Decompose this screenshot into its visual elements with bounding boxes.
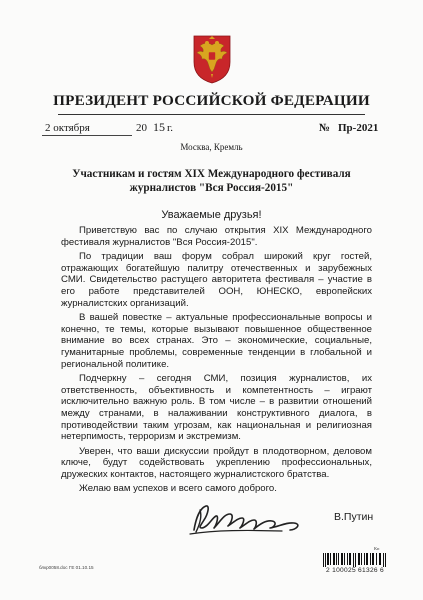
barcode-stamp: Кп xyxy=(374,546,380,551)
barcode-number: 2 100025 61326 6 xyxy=(326,567,384,574)
document-header-title: ПРЕЗИДЕНТ РОССИЙСКОЙ ФЕДЕРАЦИИ xyxy=(53,92,370,109)
letter-body xyxy=(61,225,372,498)
body-paragraph: Приветствую вас по случаю открытия XIX Международного фестиваля журналистов "Вся Россия-2015". xyxy=(61,225,372,248)
barcode-icon xyxy=(323,553,387,567)
body-paragraph: По традиции ваш форум собрал широкий круг гостей, отражающих богатейшую палитру отечественных и зарубежных СМИ. Свидетельство растущего авторитета фестиваля – участие в его работе представителей ООН, ЮНЕСКО, европейских журналистских организаций. xyxy=(61,251,372,309)
date-underline xyxy=(42,135,132,136)
handwritten-signature xyxy=(186,500,326,544)
file-reference: блкр0058.doc ГЕ 01.10.15 xyxy=(39,565,94,570)
date-year-unit: г. xyxy=(167,122,174,134)
signer-name: В.Путин xyxy=(334,511,374,523)
body-paragraph: В вашей повестке – актуальные профессиональные вопросы и конечно, те темы, которые вызывают повышенное общественное внимание во всех странах. Это – экономические, социальные, гуманитарные проблемы, современные тенденции в глобальной и региональной политике. xyxy=(61,312,372,370)
addressee: Участникам и гостям XIX Международного фестиваля журналистов "Вся Россия-2015" xyxy=(72,168,351,194)
header-divider xyxy=(58,114,365,115)
coat-of-arms-emblem-icon xyxy=(190,34,234,84)
greeting: Уважаемые друзья! xyxy=(161,209,262,221)
document-number: Пр-2021 xyxy=(338,122,379,134)
body-paragraph: Желаю вам успехов и всего самого доброго. xyxy=(79,483,277,495)
body-paragraph: Уверен, что ваши дискуссии пройдут в плодотворном, деловом ключе, будут содействовать укреплению профессиональных, дружеских контактов, настоящего журналистского братства. xyxy=(61,445,372,480)
date-year-suffix: 15 xyxy=(153,120,165,134)
date-year-prefix: 20 xyxy=(136,122,147,134)
document-number-label: № xyxy=(319,122,331,134)
date-day-month: 2 октября xyxy=(45,122,90,134)
body-paragraph: Подчеркну – сегодня СМИ, позиция журналистов, их ответственность, объективность и компетентность – играют исключительно важную роль. В том числе – в развитии отношений между странами, в налаживании конструктивного диалога, в противодействии таким угрозам, как национальная и религиозная нетерпимость, терроризм и экстремизм. xyxy=(61,373,372,443)
place-of-issue: Москва, Кремль xyxy=(180,142,243,152)
